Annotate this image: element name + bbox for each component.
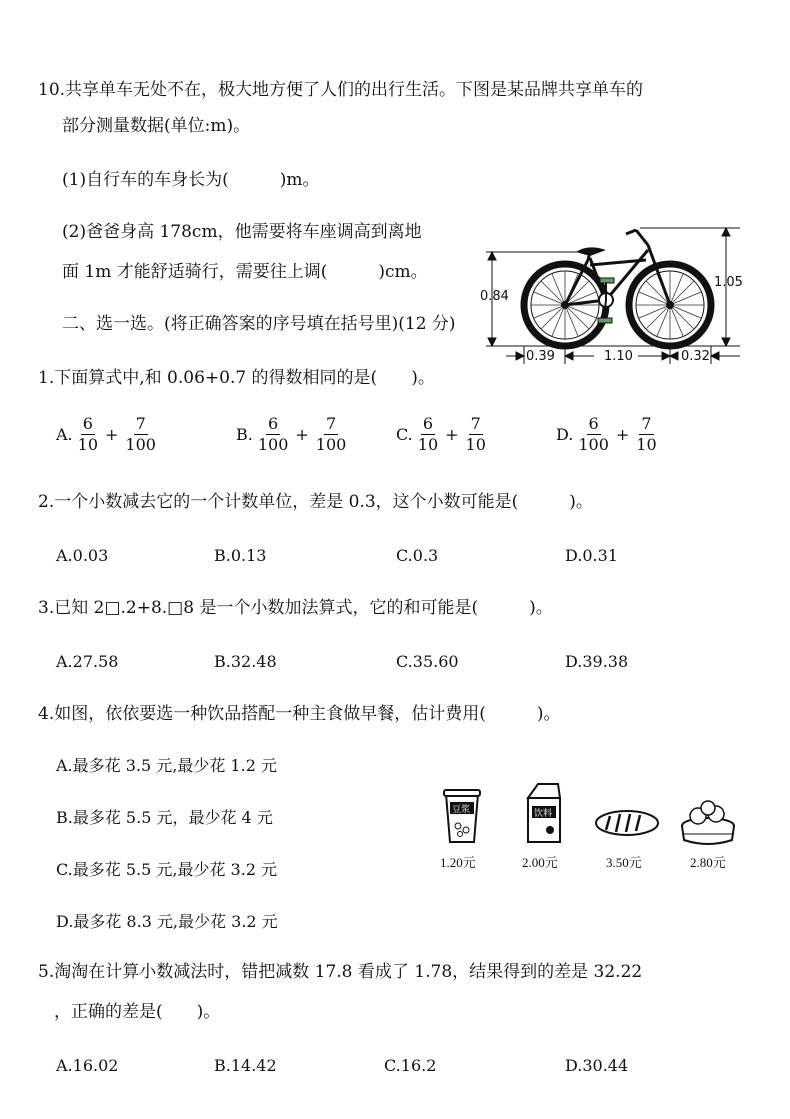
- fraction-numerator: 7: [470, 414, 481, 433]
- q5-option-c[interactable]: C.16.2: [384, 1056, 437, 1075]
- fraction-numerator: 7: [325, 414, 337, 433]
- fraction-numerator: 6: [588, 414, 599, 433]
- q4-option-d[interactable]: D.最多花 8.3 元,最少花 3.2 元: [56, 912, 278, 931]
- plus-sign: +: [295, 425, 309, 444]
- option-letter: A.: [56, 425, 73, 444]
- q3-option-b[interactable]: B.32.48: [214, 652, 277, 671]
- q2-option-d[interactable]: D.0.31: [565, 546, 618, 565]
- q4-option-b[interactable]: B.最多花 5.5 元，最少花 4 元: [56, 808, 273, 827]
- fraction-denominator: 100: [315, 435, 347, 454]
- option-letter: B.: [236, 425, 253, 444]
- q3-stem: 3.已知 2□.2+8.□8 是一个小数加法算式，它的和可能是( )。: [38, 598, 553, 618]
- soymilk-label: 豆浆: [452, 805, 471, 815]
- option-letter: C.: [396, 425, 413, 444]
- q1-option-c[interactable]: [396, 414, 491, 455]
- fraction-denominator: 100: [257, 435, 289, 454]
- q10-sub2b: 面 1m 才能舒适骑行，需要往上调( )cm。: [62, 262, 428, 282]
- q4-option-a[interactable]: A.最多花 3.5 元,最少花 1.2 元: [56, 756, 277, 775]
- bike-seat: [576, 247, 606, 256]
- fraction-denominator: 10: [465, 435, 486, 454]
- fraction-numerator: 6: [82, 414, 93, 433]
- soymilk-cup-icon: [440, 786, 484, 846]
- bicycle-diagram: [478, 220, 750, 370]
- q5-stem-line1: 5.淘淘在计算小数减法时，错把减数 17.8 看成了 1.78，结果得到的差是 32.22: [38, 962, 643, 982]
- dim-height-right: 1.05: [714, 275, 743, 290]
- plus-sign: +: [615, 425, 630, 444]
- q5-option-b[interactable]: B.14.42: [214, 1056, 277, 1075]
- steamed-buns-icon: [678, 796, 738, 848]
- bread-icon: [594, 806, 660, 840]
- q10-sub2a: (2)爸爸身高 178cm，他需要将车座调高到离地: [62, 222, 422, 242]
- q2-stem: 2.一个小数减去它的一个计数单位，差是 0.3，这个小数可能是( )。: [38, 492, 593, 512]
- q3-option-c[interactable]: C.35.60: [396, 652, 459, 671]
- buns-price: 2.80元: [690, 855, 726, 870]
- q5-stem-line2: ，正确的差是( )。: [54, 1002, 221, 1022]
- bread-price: 3.50元: [606, 855, 642, 870]
- q3-option-d[interactable]: D.39.38: [565, 652, 629, 671]
- q4-stem: 4.如图，依依要选一种饮品搭配一种主食做早餐，估计费用( )。: [38, 704, 561, 724]
- fraction-denominator: 100: [578, 435, 609, 454]
- dim-bottom-1: 0.39: [526, 349, 555, 364]
- q10-sub1: (1)自行车的车身长为( )m。: [62, 170, 320, 190]
- fraction-numerator: 6: [268, 414, 279, 433]
- fraction-denominator: 10: [77, 435, 98, 454]
- dim-bottom-3: 0.32: [681, 349, 710, 364]
- q1-option-a[interactable]: [56, 414, 161, 455]
- plus-sign: +: [105, 425, 119, 444]
- q1-option-b[interactable]: [236, 414, 351, 455]
- fraction-numerator: 7: [135, 414, 146, 433]
- plus-sign: +: [445, 425, 459, 444]
- drink-label: 饮料: [534, 809, 553, 819]
- q10-line2: 部分测量数据(单位:m)。: [62, 116, 251, 136]
- fraction-denominator: 10: [636, 435, 657, 454]
- option-letter: D.: [556, 425, 574, 444]
- fraction-denominator: 10: [417, 435, 439, 454]
- dim-bottom-2: 1.10: [604, 349, 633, 364]
- q10-line1: 10.共享单车无处不在，极大地方便了人们的出行生活。下图是某品牌共享单车的: [38, 80, 644, 100]
- fraction-numerator: 6: [422, 414, 434, 433]
- dim-height-left: 0.84: [480, 289, 509, 304]
- q5-option-d[interactable]: D.30.44: [565, 1056, 629, 1075]
- section2-title: 二、选一选。(将正确答案的序号填在括号里)(12 分): [62, 314, 456, 334]
- q2-option-a[interactable]: A.0.03: [56, 546, 109, 565]
- q1-option-d[interactable]: [556, 414, 662, 455]
- q4-option-c[interactable]: C.最多花 5.5 元,最少花 3.2 元: [56, 860, 278, 879]
- q2-option-b[interactable]: B.0.13: [214, 546, 267, 565]
- fraction-numerator: 7: [641, 414, 652, 433]
- soymilk-price: 1.20元: [440, 855, 476, 870]
- drink-price: 2.00元: [522, 855, 558, 870]
- q5-option-a[interactable]: A.16.02: [56, 1056, 119, 1075]
- q2-option-c[interactable]: C.0.3: [396, 546, 439, 565]
- fraction-denominator: 100: [125, 435, 156, 454]
- milk-carton-icon: [520, 780, 566, 846]
- q1-stem: 1.下面算式中,和 0.06+0.7 的得数相同的是( )。: [38, 368, 435, 388]
- q3-option-a[interactable]: A.27.58: [56, 652, 119, 671]
